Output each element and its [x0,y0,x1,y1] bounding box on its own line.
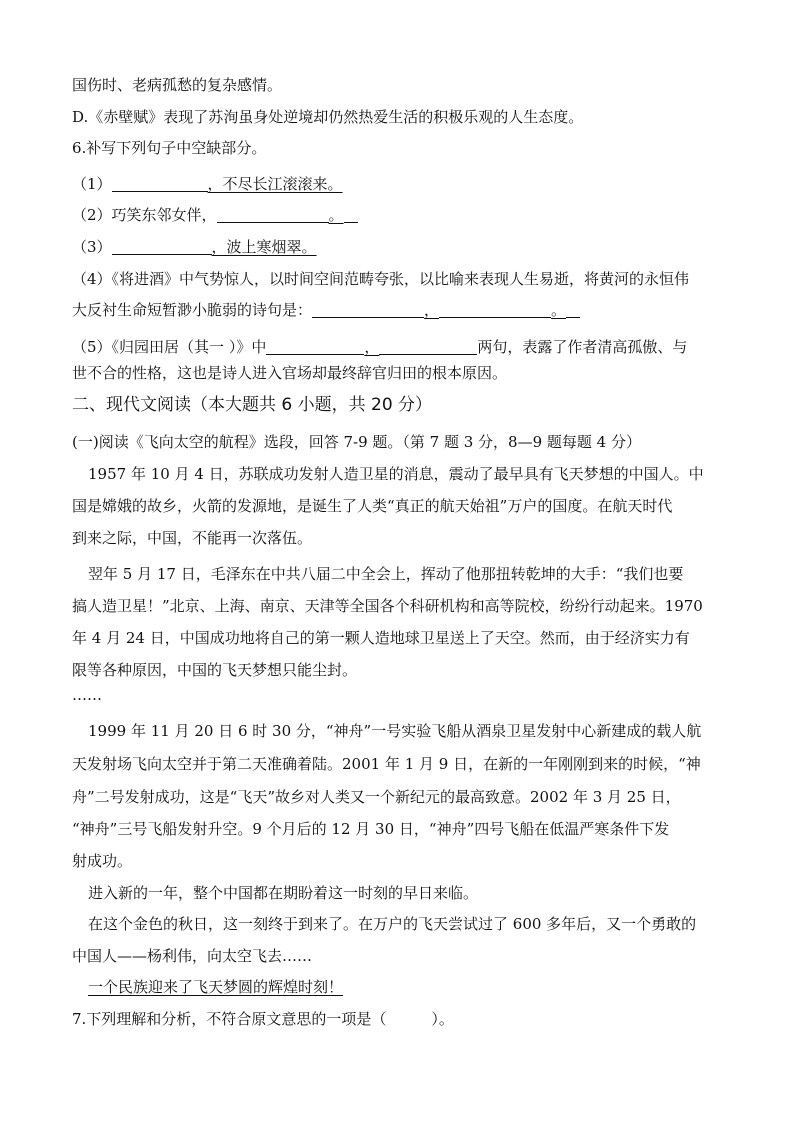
paragraph-line: 限等各种原因，中国的飞天梦想只能尘封。 [72,661,358,679]
paragraph-line: 到来之际，中国，不能再一次落伍。 [72,529,313,547]
item-text: （2）巧笑东邻女伴， [72,206,217,224]
fill-blank[interactable] [379,338,477,355]
item-text: 大反衬生命短暂渺小脆弱的诗句是： [72,301,313,319]
subsection-heading: (一)阅读《飞向太空的航程》选段，回答 7-9 题。（第 7 题 3 分，8—9 题每题 4 分） [72,433,641,451]
fill-blank-tail [566,301,580,318]
text-line: 国伤时、老病孤愁的复杂感情。 [72,76,283,94]
paragraph-line: 搞人造卫星！”北京、上海、南京、天津等全国各个科研机构和高等院校，纷纷行动起来。1970 [72,597,703,615]
fill-blank[interactable] [266,338,364,355]
paragraph-line: 舟”二号发射成功，这是“飞天”故乡对人类又一个新纪元的最高致意。2002 年 3 月 25 日， [72,788,681,806]
fill-blank[interactable] [439,301,551,318]
paragraph-line: 在这个金色的秋日，这一刻终于到来了。在万户的飞天尝试过了 600 多年后，又一个勇敢的 [88,915,697,933]
paragraph-line: 进入新的一年，整个中国都在期盼着这一时刻的早日来临。 [88,884,479,902]
question-6-3 [72,236,317,258]
section-heading: 二、现代文阅读（本大题共 6 小题，共 20 分） [72,395,433,415]
separator: ， [364,338,380,356]
item-text: 。 [328,206,344,224]
fill-blank[interactable] [312,301,424,318]
question-6-4-line2 [72,299,580,321]
item-text: 两句，表露了作者清高孤傲、与 [477,338,688,356]
question-6-2 [72,204,358,226]
question-6-1 [72,173,343,195]
item-text: ，波上寒烟翠。 [211,238,317,256]
paragraph-line: 射成功。 [72,852,133,870]
paragraph-line: 天发射场飞向太空并于第二天准确着陆。2001 年 1 月 9 日，在新的一年刚刚到来的时候，“神 [72,755,701,773]
paragraph-line: 1999 年 11 月 20 日 6 时 30 分，“神舟”一号实验飞船从酒泉卫星发射中心新建成的载人航 [88,722,702,740]
option-d: D.《赤壁赋》表现了苏洵虽身处逆境却仍然热爱生活的积极乐观的人生态度。 [72,108,584,126]
question-6-5-line2: 世不合的性格，这也是诗人进入官场却最终辞官归田的根本原因。 [72,364,508,382]
question-7: 7.下列理解和分析，不符合原文意思的一项是（ ）。 [72,1010,454,1028]
item-text: （5）《归园田居（其一 ）》中 [72,338,267,356]
ellipsis: …… [72,686,102,704]
fill-blank[interactable] [112,238,212,255]
item-text: 。 [551,301,567,319]
question-6: 6.补写下列句子中空缺部分。 [72,139,267,157]
underlined-sentence: 一个民族迎来了飞天梦圆的辉煌时刻！ [88,978,344,996]
paragraph-line: 1957 年 10 月 4 日，苏联成功发射人造卫星的消息，震动了最早具有飞天梦想的中国人。中 [88,465,704,483]
question-6-5-line1 [72,336,687,358]
fill-blank[interactable] [217,206,329,223]
item-text: ，不尽长江滚滚来。 [207,175,343,193]
fill-blank-tail [344,206,358,223]
paragraph-line: “神舟”三号飞船发射升空。9 个月后的 12 月 30 日，“神舟”四号飞船在低温严寒条件下发 [72,820,670,838]
paragraph-line: 国是嫦娥的故乡，火箭的发源地，是诞生了人类“真正的航天始祖”万户的国度。在航天时代 [72,497,673,515]
paragraph-line: 翌年 5 月 17 日，毛泽东在中共八届二中全会上，挥动了他那扭转乾坤的大手：“我们也要 [88,565,684,583]
separator: ， [424,301,440,319]
fill-blank[interactable] [112,175,208,192]
item-label: （1） [72,175,112,193]
item-label: （3） [72,238,112,256]
paragraph-line: 中国人——杨利伟，向太空飞去…… [72,947,313,965]
question-6-4-line1: （4）《将进酒》中气势惊人，以时间空间范畴夸张，以比喻来表现人生易逝，将黄河的永恒伟 [72,270,690,288]
paragraph-line: 年 4 月 24 日，中国成功地将自己的第一颗人造地球卫星送上了天空。然而，由于经济实力有 [72,629,690,647]
